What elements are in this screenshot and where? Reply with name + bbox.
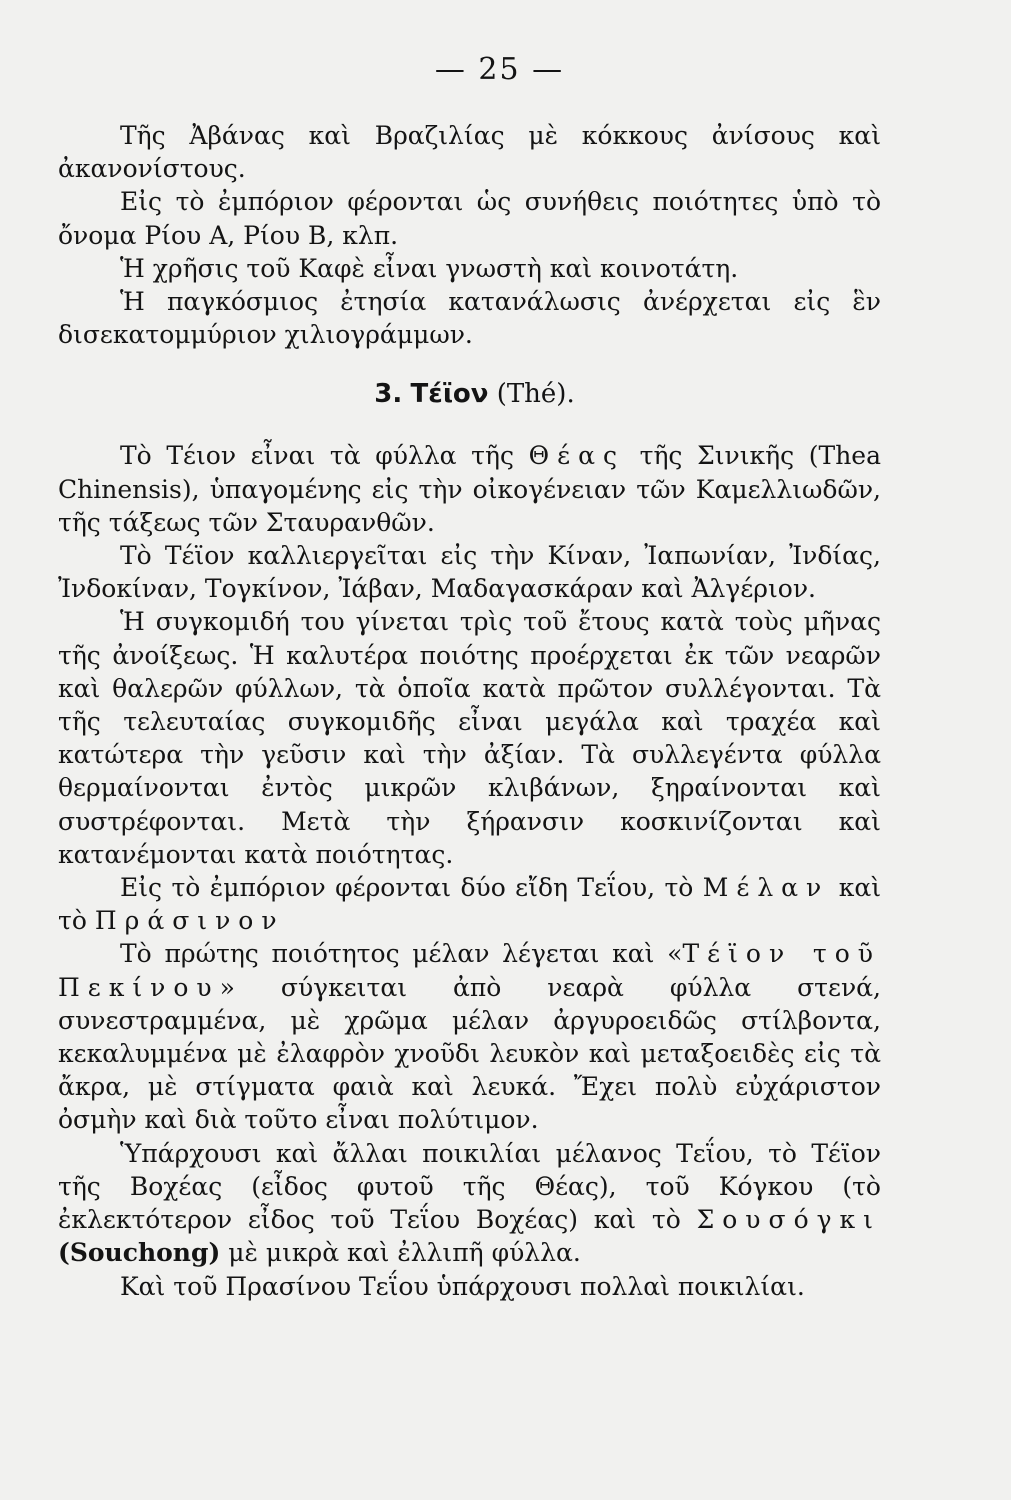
text-span: » σύγκειται ἀπὸ νεαρὰ φύλλα στενά, συνεστραμμένα, μὲ χρῶμα μέλαν ἀργυροειδῶς στίλβοντα, κεκαλυμμένα μὲ ἐλαφρὸν χνοῦδι λευκὸν καὶ μεταξοειδὲς εἰς τὰ ἄκρα, μὲ στίγματα φαιὰ καὶ λευκά. Ἔχει πολὺ εὐχάριστον ὀσμὴν καὶ διὰ τοῦτο εἶναι πολύτιμον. xyxy=(58,972,881,1135)
text-span: τῆς Σινικῆς (Thea Chinensis), ὑπαγομένης εἰς τὴν οἰκογένειαν τῶν Καμελλιωδῶν, τῆς τάξεως τῶν Σταυρανθῶν. xyxy=(58,441,882,537)
text-span: Τὸ Τέιον εἶναι τὰ φύλλα τῆς xyxy=(120,441,514,471)
paragraph-cultivation: Τὸ Τέϊον καλλιεργεῖται εἰς τὴν Κίναν, Ἰαπωνίαν, Ἰνδίας, Ἰνδοκίναν, Τογκίνον, Ἰάβαν, Μαδαγασκάραν καὶ Ἀλγέριον. xyxy=(58,541,881,604)
text-span: Τὸ πρώτης ποιότητος μέλαν λέγεται καὶ « xyxy=(120,939,683,969)
paragraph-other-varieties xyxy=(58,1137,881,1270)
paragraph-two-kinds xyxy=(58,871,881,937)
text-span: μὲ μικρὰ καὶ ἐλλιπῆ φύλλα. xyxy=(228,1238,581,1268)
spaced-term-black: Μέλαν xyxy=(702,873,830,903)
section-number: 3. xyxy=(374,379,403,410)
paragraph-havana-brazil: Τῆς Ἀβάνας καὶ Βραζιλίας μὲ κόκκους ἀνίσους καὶ ἀκανονίστους. xyxy=(58,121,881,184)
paragraph-green-varieties: Καὶ τοῦ Πρασίνου Τεΐου ὑπάρχουσι πολλαὶ ποικιλίαι. xyxy=(120,1271,805,1301)
spaced-term-souchong: Σουσόγκι xyxy=(696,1205,881,1235)
latin-term-souchong: (Souchong) xyxy=(58,1238,221,1268)
paragraph-peking-tea xyxy=(58,937,881,1136)
section-latin-title: (Thé). xyxy=(496,379,575,410)
spaced-term-thea: Θέας xyxy=(528,441,625,471)
text-span: Εἰς τὸ ἐμπόριον φέρονται δύο εἴδη Τεΐου, τὸ xyxy=(120,873,694,903)
paragraph-tea-definition xyxy=(58,439,881,539)
text-span: καὶ τὸ xyxy=(58,873,882,936)
page-number: — 25 — xyxy=(434,52,565,87)
paragraph-coffee-use: Ἡ χρῆσις τοῦ Καφὲ εἶναι γνωστὴ καὶ κοινοτάτη. xyxy=(120,253,739,283)
paragraph-harvest: Ἡ συγκομιδή του γίνεται τρὶς τοῦ ἔτους κατὰ τοὺς μῆνας τῆς ἀνοίξεως. Ἡ καλυτέρα ποιότης προέρχεται ἐκ τῶν νεαρῶν καὶ θαλερῶν φύλλων, τὰ ὁποῖα κατὰ πρῶτον συλλέγονται. Τὰ τῆς τελευταίας συγκομιδῆς εἶναι μεγάλα καὶ τραχέα καὶ κατώτερα τὴν γεῦσιν καὶ τὴν ἀξίαν. Τὰ συλλεγέντα φύλλα θερμαίνονται ἐντὸς μικρῶν κλιβάνων, ξηραίνονται καὶ συστρέφονται. Μετὰ τὴν ξήρανσιν κοσκινίζονται καὶ κατανέμονται κατὰ ποιότητας. xyxy=(58,607,881,869)
spaced-term-peking: Τέϊον τοῦ Πεκίνου xyxy=(58,939,881,1002)
paragraph-trade-names: Εἰς τὸ ἐμπόριον φέρονται ὡς συνήθεις ποιότητες ὑπὸ τὸ ὄνομα Ρίου Α, Ρίου Β, κλπ. xyxy=(58,187,881,250)
text-span: Ὑπάρχουσι καὶ ἄλλαι ποικιλίαι μέλανος Τεΐου, τὸ Τέϊον τῆς Βοχέας (εἶδος φυτοῦ τῆς Θέας), τοῦ Κόγκου (τὸ ἐκλεκτότερον εἶδος τοῦ Τεΐου Βοχέας) καὶ τὸ xyxy=(58,1138,881,1235)
section-title: Τέϊον xyxy=(410,379,489,410)
section-heading xyxy=(58,379,881,409)
paragraph-consumption: Ἡ παγκόσμιος ἐτησία κατανάλωσις ἀνέρχεται εἰς ἓν δισεκατομμύριον χιλιογράμμων. xyxy=(58,287,881,350)
spaced-term-green: Πράσινον xyxy=(94,906,285,936)
